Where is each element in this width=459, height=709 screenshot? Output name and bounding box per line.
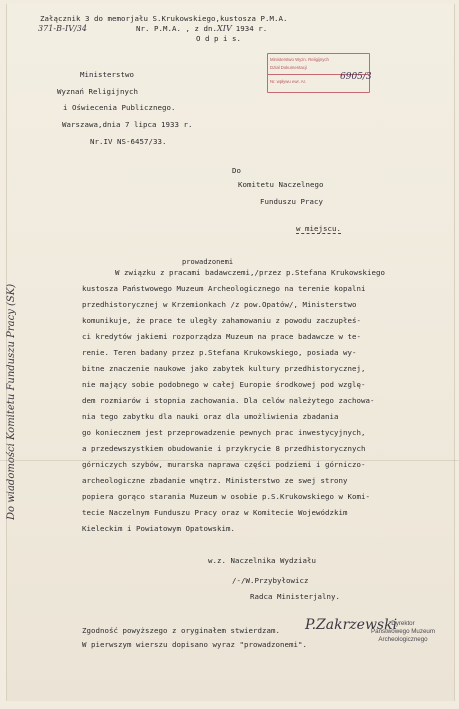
body-insertion: prowadzonemi bbox=[182, 258, 234, 266]
stamp-line-2: Dział Dokumentacji bbox=[270, 65, 307, 70]
copy-label: O d p i s. bbox=[196, 34, 241, 43]
body-line-4: komunikuje, że prace te uległy zahamowaniu z powodu zaczupłeś- bbox=[82, 316, 361, 325]
recipient-line-2: Komitetu Naczelnego bbox=[238, 180, 324, 189]
recipient-line-1: Do bbox=[232, 166, 241, 175]
director-stamp-line-3: Archeologicznego bbox=[378, 636, 428, 643]
recipient-line-4: w miejscu. bbox=[296, 224, 341, 233]
sender-line-3: i Oświecenia Publicznego. bbox=[63, 103, 176, 112]
body-line-16: tecie Naczelnym Funduszu Pracy oraz w Komitecie Wojewódzkim bbox=[82, 508, 348, 517]
sender-line-2: Wyznań Religijnych bbox=[57, 87, 138, 96]
annex-line-2 bbox=[136, 24, 267, 33]
margin-handwritten-note: Do wiadomości Komitetu Funduszu Pracy (SK) bbox=[6, 283, 17, 520]
director-stamp-line-2: Państwowego Muzeum bbox=[371, 628, 435, 635]
stamp-number: 6905/3 bbox=[340, 72, 372, 82]
director-stamp-line-1: Dyrektor bbox=[391, 620, 415, 627]
date-mark: XIV bbox=[217, 24, 232, 33]
body-line-1: W związku z pracami badawczemi,/przez p.Stefana Krukowskiego bbox=[115, 268, 385, 277]
body-line-14: archeologiczne zbadanie wnętrz. Ministerstwo ze swej strony bbox=[82, 476, 348, 485]
body-line-13: górniczych szybów, murarska naprawa części podziemi i górniczo- bbox=[82, 460, 366, 469]
certification-line-1: Zgodność powyższego z oryginałem stwierdzam. bbox=[82, 626, 280, 635]
annex-line-1: Załącznik 3 do memorjału S.Krukowskiego,kustosza P.M.A. bbox=[40, 14, 288, 23]
signature-line-3: Radca Ministerjalny. bbox=[250, 592, 340, 601]
body-line-3: przedhistorycznej w Krzemionkach /z pow.Opatów/, Ministerstwo bbox=[82, 300, 357, 309]
annex-line-2-text: Nr. P.M.A. , z dn. bbox=[136, 24, 217, 33]
recipient-line-3: Funduszu Pracy bbox=[260, 197, 323, 206]
body-line-2: kustosza Państwowego Muzeum Archeologicznego na terenie kopalni bbox=[82, 284, 366, 293]
annex-line-2-date: 1934 r. bbox=[235, 24, 268, 33]
body-line-7: bitne znaczenie naukowe jako zabytek kultury przedhistorycznej, bbox=[82, 364, 366, 373]
body-line-15: popiera gorąco starania Muzeum w osobie p.S.Krukowskiego w Komi- bbox=[82, 492, 370, 501]
handwritten-signature: P.Zakrzewski bbox=[305, 617, 398, 633]
body-line-10: nia tego zabytku dla nauki oraz dla umożliwienia zbadania bbox=[82, 412, 339, 421]
signature-line-1: w.z. Naczelnika Wydziału bbox=[208, 556, 316, 565]
body-line-12: a przedewszystkiem obudowanie i przykrycie 8 przedhistorycznych bbox=[82, 444, 366, 453]
place-date: Warszawa,dnia 7 lipca 1933 r. bbox=[62, 120, 193, 129]
body-line-6: renie. Teren badany przez p.Stefana Krukowskiego, posiada wy- bbox=[82, 348, 357, 357]
body-line-11: go koniecznem jest przeprowadzenie pewnych prac inwestycyjnych, bbox=[82, 428, 366, 437]
reference-number: Nr.IV NS-6457/33. bbox=[90, 137, 167, 146]
body-line-9: dem rozmiarów i stopnia zachowania. Dla celów należytego zachowa- bbox=[82, 396, 375, 405]
body-line-17: Kieleckim i Powiatowym Opatowskim. bbox=[82, 524, 235, 533]
stamp-line-1: Ministerstwo Wyzn. Religijnych bbox=[270, 57, 329, 62]
sender-line-1: Ministerstwo bbox=[80, 70, 134, 79]
certification-line-2: W pierwszym wierszu dopisano wyraz "prowadzonemi". bbox=[82, 640, 307, 649]
signature-line-2: /-/W.Przybyłowicz bbox=[232, 576, 309, 585]
handwritten-reference: 371-B-IV/34 bbox=[38, 24, 88, 33]
stamp-line-3: Nr. wpływu ewr. Ar. bbox=[270, 79, 307, 84]
body-line-8: nie mający sobie podobnego w całej Europie środkowej pod wzglę- bbox=[82, 380, 366, 389]
director-stamp bbox=[366, 620, 440, 644]
body-line-5: ci kredytów jakiemi rozporządza Muzeum na prace badawcze w te- bbox=[82, 332, 361, 341]
